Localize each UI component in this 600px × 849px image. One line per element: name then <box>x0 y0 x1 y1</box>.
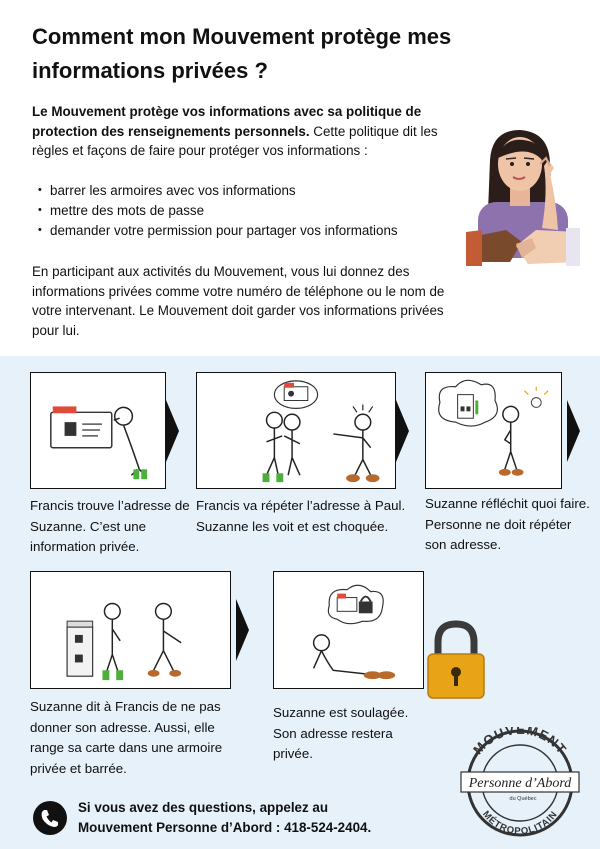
list-item: • barrer les armoires avec vos informations <box>32 181 462 201</box>
intro-bold: Le Mouvement protège vos informations avec sa politique de protection des renseignements personnels. <box>32 104 422 139</box>
story-panel-5 <box>273 571 424 689</box>
contact-line-1: Si vous avez des questions, appelez au <box>78 800 329 815</box>
story-panel-3 <box>425 372 562 489</box>
intro-paragraph <box>32 102 462 161</box>
logo-small-text: du Québec <box>509 796 537 802</box>
story-caption-5: Suzanne est soulagée. Son adresse restera privée. <box>273 705 409 761</box>
story-caption-3: Suzanne réfléchit quoi faire. Personne ne doit répéter son adresse. <box>425 496 590 552</box>
mouvement-logo <box>455 727 585 839</box>
participation-paragraph: En participant aux activités du Mouvement, vous lui donnez des informations privées comme votre numéro de téléphone ou le nom de votre intervenant. Le Mouvement doit garder vos informations privées pour lui. <box>32 264 445 338</box>
logo-bottom-text: MÉTROPOLITAIN <box>480 808 560 838</box>
contact-text <box>78 798 438 838</box>
protection-list <box>32 181 462 240</box>
intro-rest: Cette politique dit les règles et façons de faire pour protéger vos informations : <box>32 123 438 158</box>
list-item: • mettre des mots de passe <box>32 201 462 221</box>
story-panel-2 <box>196 372 396 489</box>
logo-top-text: MOUVEMENT <box>470 727 570 758</box>
logo-middle-text: Personne d’Abord <box>468 776 572 791</box>
list-item: • demander votre permission pour partager vos informations <box>32 221 462 241</box>
story-caption-4: Suzanne dit à Francis de ne pas donner son adresse. Aussi, elle range sa carte dans une armoire privée et barrée. <box>30 699 223 776</box>
arrow-1 <box>166 400 179 462</box>
story-caption-1: Francis trouve l’adresse de Suzanne. C’est une information privée. <box>30 498 190 554</box>
arrow-2 <box>396 400 409 462</box>
page-title: Comment mon Mouvement protège mes informations privées ? <box>32 24 452 83</box>
story-caption-2: Francis va répéter l’adresse à Paul. Suzanne les voit et est choquée. <box>196 498 406 534</box>
padlock-icon <box>424 618 488 702</box>
story-panel-4 <box>30 571 231 689</box>
arrow-4 <box>236 599 249 661</box>
contact-line-2: Mouvement Personne d’Abord : 418-524-2404. <box>78 820 372 835</box>
svg-text:MOUVEMENT <box>470 727 570 757</box>
svg-text:MÉTROPOLITAIN <box>480 809 560 837</box>
story-panel-1 <box>30 372 166 489</box>
arrow-3 <box>567 400 580 462</box>
phone-icon <box>33 801 67 835</box>
woman-hush-illustration <box>462 120 582 280</box>
